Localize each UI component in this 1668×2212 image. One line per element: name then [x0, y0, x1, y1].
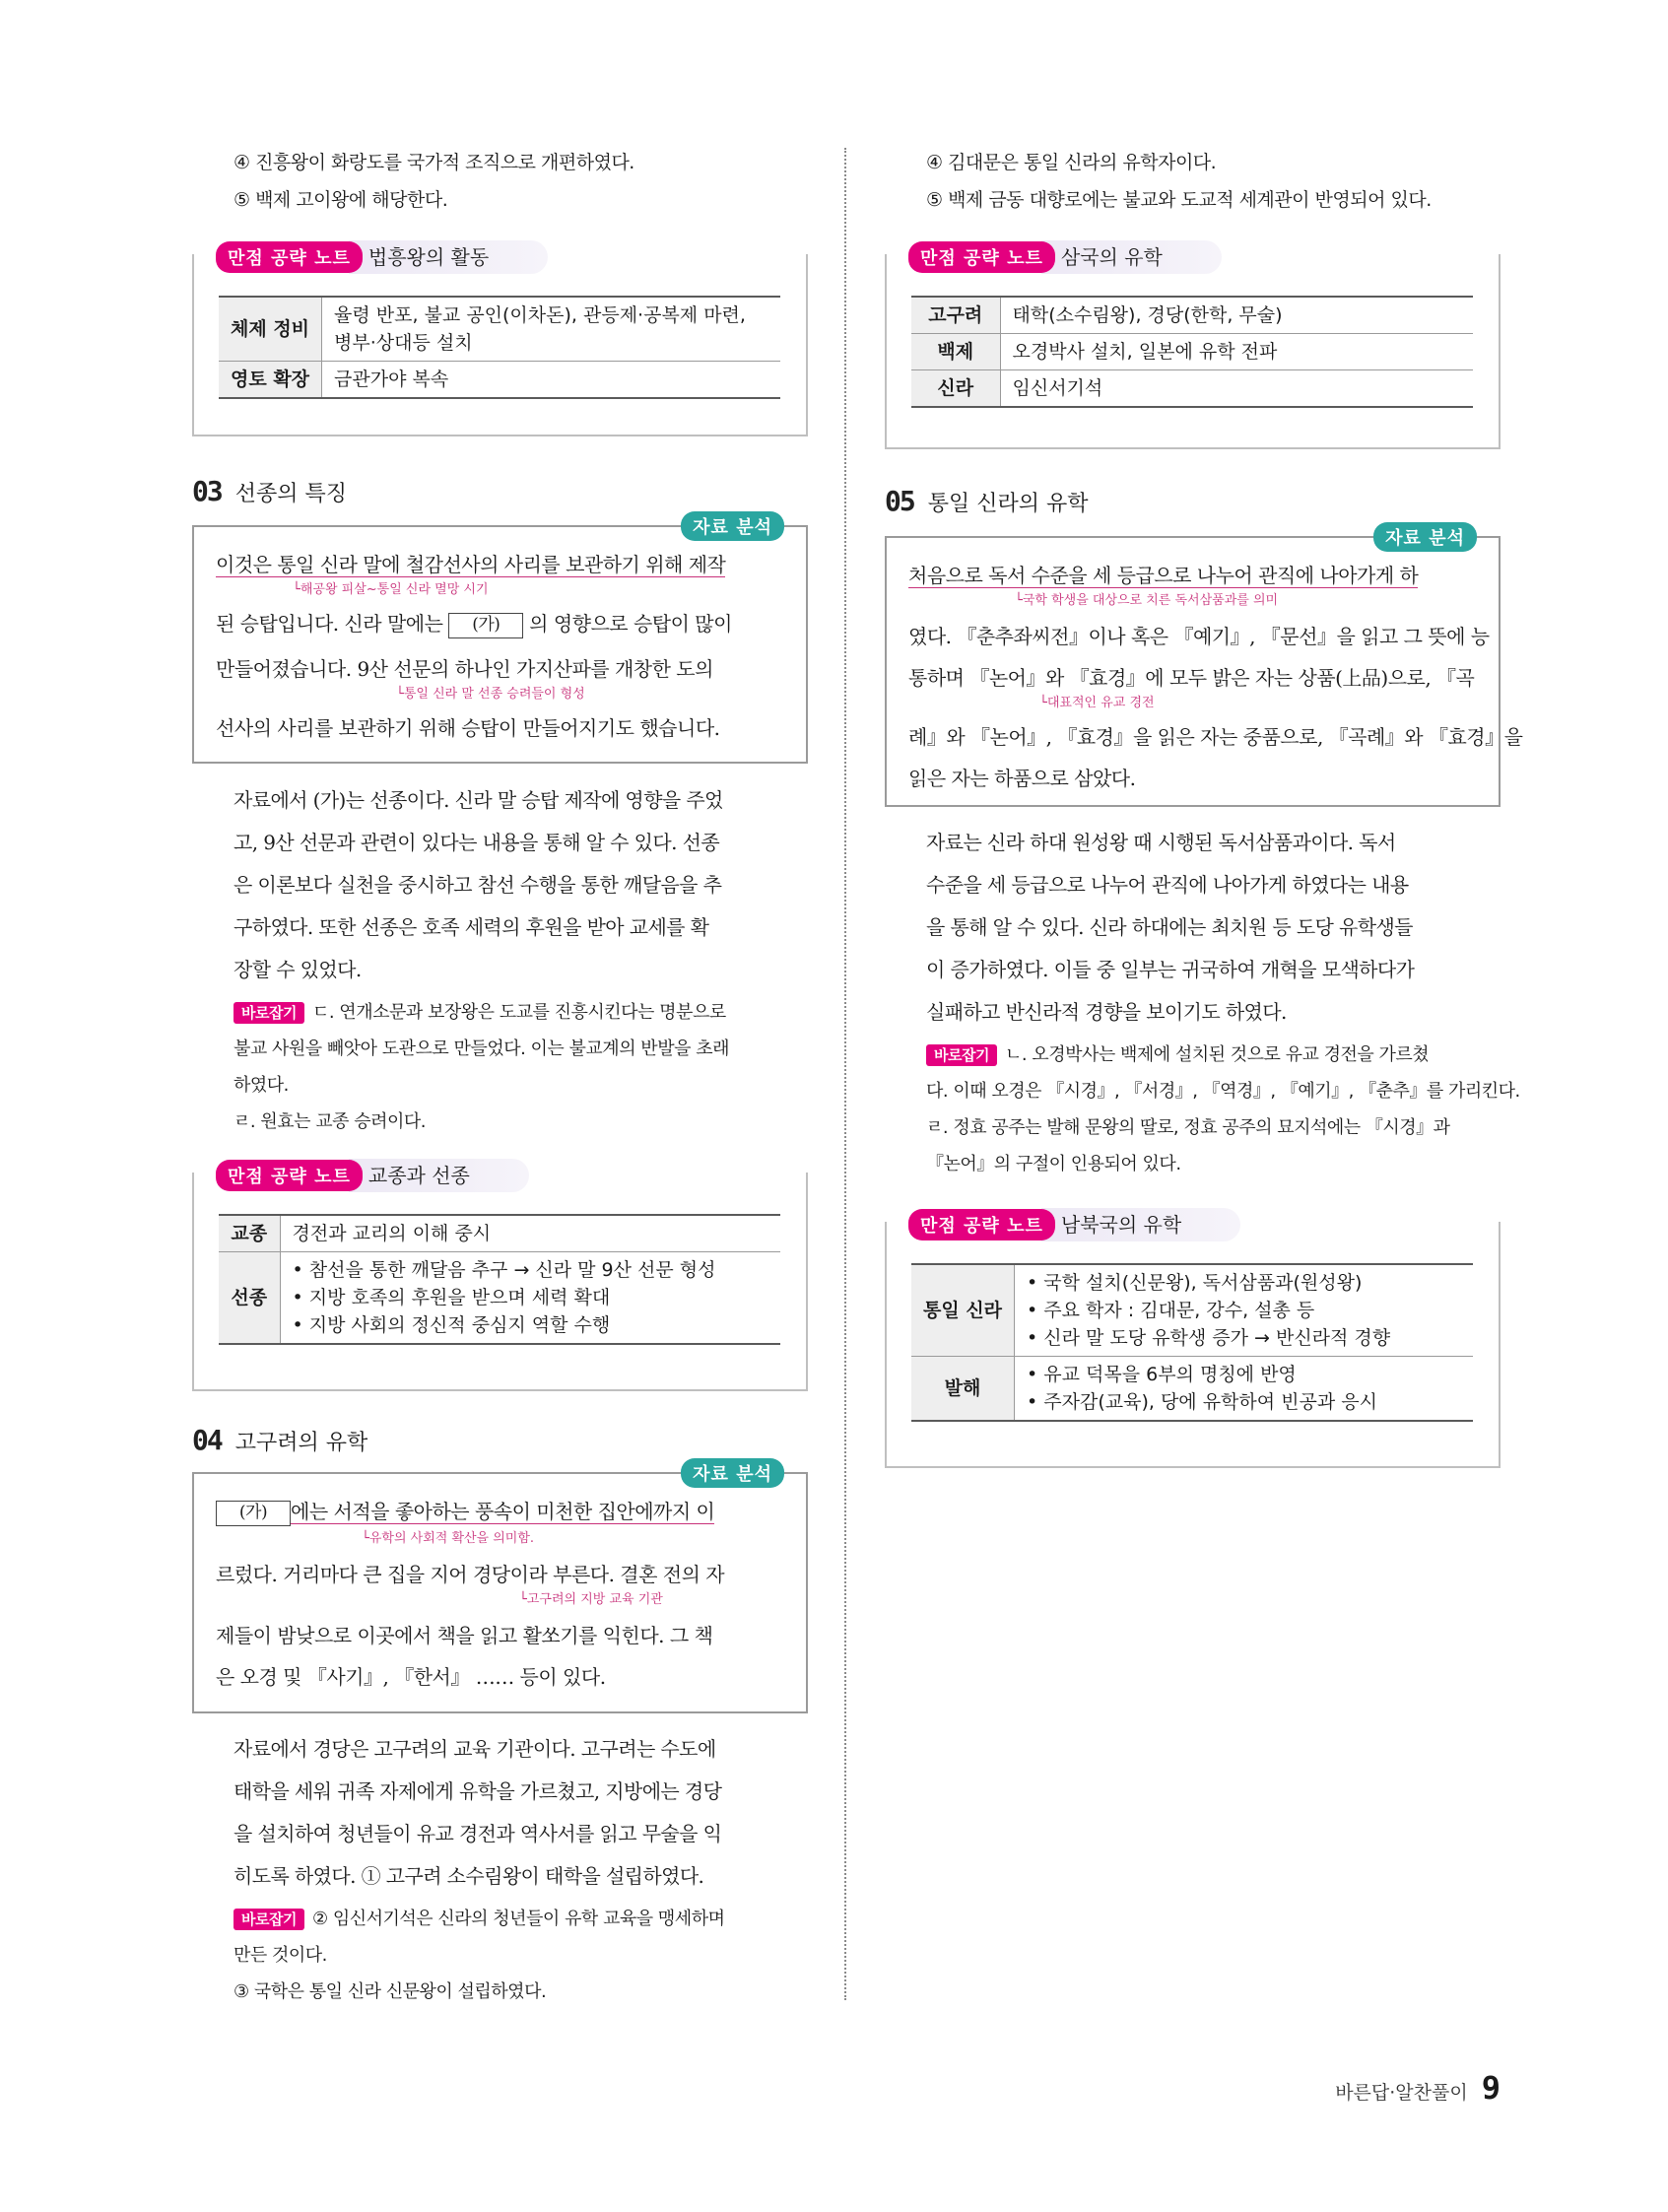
row-head: 발해 — [911, 1357, 1015, 1422]
left-top-line-4: ④ 진흥왕이 화랑도를 국가적 조직으로 개편하였다. — [234, 152, 634, 173]
data-line: 통하며 『논어』와 『효경』에 모두 밝은 자는 상품(上品)으로, 『곡 — [908, 666, 1475, 690]
cell-line: • 주자감(교육), 당에 유학하여 빈공과 응시 — [1027, 1391, 1377, 1413]
note-gyo-seon — [192, 1164, 808, 1391]
row-cell: 태학(소수림왕), 경당(한학, 무술) — [1000, 297, 1473, 334]
correction-line: 불교 사원을 빼앗아 도관으로 만들었다. 이는 불교계의 반발을 초래 — [234, 1039, 729, 1059]
cell-line: • 주요 학자 : 김대문, 강수, 설총 등 — [1027, 1300, 1315, 1321]
row-cell — [280, 1252, 780, 1345]
note-tag: 만점 공략 노트 — [908, 241, 1055, 273]
row-head: 통일 신라 — [911, 1264, 1015, 1357]
row-head: 신라 — [911, 370, 1000, 408]
row-head: 교종 — [219, 1215, 280, 1252]
row-cell: 금관가야 복속 — [322, 362, 780, 399]
correction-tag: 바로잡기 — [234, 1909, 304, 1930]
data-line — [216, 549, 725, 577]
row-cell — [1015, 1357, 1473, 1422]
data-line — [908, 560, 1418, 588]
correction-line: ㄹ. 정효 공주는 발해 문왕의 딸로, 정효 공주의 묘지석에는 『시경』과 — [926, 1117, 1450, 1138]
paragraph-line: 자료에서 경당은 고구려의 교육 기관이다. 고구려는 수도에 — [234, 1737, 716, 1761]
data-analysis-tag: 자료 분석 — [681, 511, 784, 541]
data-line: 만들어졌습니다. 9산 선문의 하나인 가지산파를 개창한 도의 — [216, 657, 713, 681]
paragraph-line: 장할 수 있었다. — [234, 958, 362, 981]
note-table — [219, 1214, 780, 1345]
section-03-header — [192, 475, 347, 507]
table-row — [911, 1264, 1473, 1357]
right-top-line-5: ⑤ 백제 금동 대향로에는 불교와 도교적 세계관이 반영되어 있다. — [926, 189, 1432, 211]
paragraph-line: 태학을 세워 귀족 자제에게 유학을 가르쳤고, 지방에는 경당 — [234, 1779, 722, 1803]
table-row — [219, 1252, 780, 1345]
row-cell: 임신서기석 — [1000, 370, 1473, 408]
section-04-header — [192, 1424, 367, 1456]
cell-line: 병부·상대등 설치 — [334, 332, 473, 354]
data-line: 은 오경 및 『사기』, 『한서』 …… 등이 있다. — [216, 1665, 606, 1689]
note-title: 남북국의 유학 — [1041, 1208, 1240, 1241]
data-text: 에는 서적을 좋아하는 풍속이 미천한 집안에까지 이 — [291, 1500, 715, 1523]
cell-line: • 국학 설치(신문왕), 독서삼품과(원성왕) — [1027, 1272, 1363, 1294]
data-text: 이것은 통일 신라 말에 철감선사의 사리를 보관하기 위해 제작 — [216, 553, 726, 576]
data-line: 였다. 『춘추좌씨전』이나 혹은 『예기』, 『문선』을 읽고 그 뜻에 능 — [908, 625, 1490, 648]
row-cell: 오경박사 설치, 일본에 유학 전파 — [1000, 334, 1473, 370]
annotation: └유학의 사회적 확산을 의미함. — [362, 1531, 535, 1546]
data-line — [216, 608, 732, 638]
note-nambukguk — [885, 1213, 1501, 1468]
annotation: └국학 학생을 대상으로 치른 독서삼품과를 의미 — [1015, 593, 1279, 608]
paragraph-line: 히도록 하였다. ① 고구려 소수림왕이 태학을 설립하였다. — [234, 1864, 704, 1888]
correction-tag: 바로잡기 — [234, 1002, 304, 1024]
note-tag: 만점 공략 노트 — [216, 1160, 363, 1191]
row-cell — [322, 297, 780, 362]
blank-box: (가) — [448, 613, 523, 638]
left-top-line-5: ⑤ 백제 고이왕에 해당한다. — [234, 189, 448, 211]
note-tag: 만점 공략 노트 — [216, 241, 363, 273]
note-header — [216, 1159, 529, 1192]
row-cell — [1015, 1264, 1473, 1357]
note-title: 삼국의 유학 — [1041, 240, 1222, 274]
row-head: 영토 확장 — [219, 362, 322, 399]
data-analysis-tag: 자료 분석 — [681, 1458, 784, 1488]
section-number: 04 — [192, 1424, 222, 1456]
footer-label: 바른답·알찬풀이 — [1335, 2082, 1468, 2104]
note-table — [911, 1263, 1473, 1422]
section-number: 03 — [192, 475, 222, 507]
paragraph-line: 실패하고 반신라적 경향을 보이기도 하였다. — [926, 1000, 1287, 1024]
right-top-line-4: ④ 김대문은 통일 신라의 유학자이다. — [926, 152, 1217, 173]
paragraph-line: 이 증가하였다. 이들 중 일부는 귀국하여 개혁을 모색하다가 — [926, 958, 1415, 981]
cell-line: • 지방 사회의 정신적 중심지 역할 수행 — [292, 1314, 611, 1336]
annotation: └대표적인 유교 경전 — [1039, 696, 1155, 710]
correction-line: 하였다. — [234, 1075, 289, 1096]
note-beopheung — [192, 245, 808, 436]
note-table — [911, 296, 1473, 408]
paragraph-line: 자료는 신라 하대 원성왕 때 시행된 독서삼품과이다. 독서 — [926, 831, 1396, 854]
correction-line — [926, 1042, 1429, 1068]
cell-line: • 신라 말 도당 유학생 증가 → 반신라적 경향 — [1027, 1327, 1391, 1349]
correction-line: 다. 이때 오경은 『시경』, 『서경』, 『역경』, 『예기』, 『춘추』를 가리킨다. — [926, 1081, 1520, 1102]
paragraph-line: 고, 9산 선문과 관련이 있다는 내용을 통해 알 수 있다. 선종 — [234, 831, 720, 854]
paragraph-line: 을 통해 알 수 있다. 신라 하대에는 최치원 등 도당 유학생들 — [926, 915, 1413, 939]
correction-line: 『논어』의 구절이 인용되어 있다. — [926, 1154, 1181, 1174]
cell-line: • 지방 호족의 후원을 받으며 세력 확대 — [292, 1287, 611, 1308]
correction-tag: 바로잡기 — [926, 1044, 997, 1066]
section-05-header — [885, 485, 1088, 517]
section-title: 통일 신라의 유학 — [927, 492, 1089, 516]
correction-line — [234, 1907, 724, 1932]
paragraph-line: 을 설치하여 청년들이 유교 경전과 역사서를 읽고 무술을 익 — [234, 1822, 722, 1845]
paragraph-line: 은 이론보다 실천을 중시하고 참선 수행을 통한 깨달음을 추 — [234, 873, 722, 897]
table-row — [219, 1215, 780, 1252]
correction-text: ㄴ. 오경박사는 백제에 설치된 것으로 유교 경전을 가르쳤 — [1004, 1044, 1430, 1065]
correction-line: 만든 것이다. — [234, 1945, 327, 1966]
data-text: 처음으로 독서 수준을 세 등급으로 나누어 관직에 나아가게 하 — [908, 564, 1419, 587]
paragraph-line: 구하였다. 또한 선종은 호족 세력의 후원을 받아 교세를 확 — [234, 915, 709, 939]
page-number: 9 — [1481, 2069, 1501, 2107]
data-line: 례』와 『논어』, 『효경』을 읽은 자는 중품으로, 『곡례』와 『효경』을 — [908, 725, 1523, 749]
note-tag: 만점 공략 노트 — [908, 1209, 1055, 1240]
data-box-05 — [885, 528, 1523, 807]
data-analysis-tag: 자료 분석 — [1373, 522, 1477, 552]
table-row — [219, 297, 780, 362]
data-line: 선사의 사리를 보관하기 위해 승탑이 만들어지기도 했습니다. — [216, 716, 720, 740]
note-samguk — [885, 245, 1501, 449]
correction-line: ③ 국학은 통일 신라 신문왕이 설립하였다. — [234, 1981, 547, 2002]
paragraph-line: 자료에서 (가)는 선종이다. 신라 말 승탑 제작에 영향을 주었 — [234, 788, 723, 812]
annotation: └해공왕 피살~통일 신라 멸망 시기 — [293, 582, 489, 597]
data-text: 된 승탑입니다. 신라 말에는 — [216, 612, 443, 636]
note-header — [216, 240, 548, 274]
table-row — [219, 362, 780, 399]
data-text: 의 영향으로 승탑이 많이 — [529, 612, 732, 636]
note-header — [908, 240, 1222, 274]
column-divider — [844, 148, 846, 2000]
blank-box: (가) — [216, 1501, 291, 1526]
note-title: 법흥왕의 활동 — [349, 240, 548, 274]
table-row — [911, 297, 1473, 334]
section-title: 선종의 특징 — [234, 482, 347, 506]
annotation: └고구려의 지방 교육 기관 — [519, 1592, 663, 1607]
row-head: 선종 — [219, 1252, 280, 1345]
row-head: 백제 — [911, 334, 1000, 370]
note-header — [908, 1208, 1240, 1241]
section-title: 고구려의 유학 — [234, 1431, 368, 1455]
cell-line: 율령 반포, 불교 공인(이차돈), 관등제·공복제 마련, — [334, 304, 746, 326]
data-line: 읽은 자는 하품으로 삼았다. — [908, 767, 1136, 790]
correction-text: ② 임신서기석은 신라의 청년들이 유학 교육을 맹세하며 — [311, 1909, 725, 1929]
note-table — [219, 296, 780, 399]
table-row — [911, 334, 1473, 370]
correction-line: ㄹ. 원효는 교종 승려이다. — [234, 1111, 426, 1132]
data-line: 르렀다. 거리마다 큰 집을 지어 경당이라 부른다. 결혼 전의 자 — [216, 1563, 725, 1586]
paragraph-line: 수준을 세 등급으로 나누어 관직에 나아가게 하였다는 내용 — [926, 873, 1409, 897]
correction-line — [234, 1000, 726, 1026]
row-head: 체제 정비 — [219, 297, 322, 362]
data-line — [216, 1496, 714, 1526]
data-box-04 — [192, 1464, 808, 1713]
data-line: 제들이 밤낮으로 이곳에서 책을 읽고 활쏘기를 익힌다. 그 책 — [216, 1624, 713, 1647]
table-row — [911, 370, 1473, 408]
annotation: └통일 신라 말 선종 승려들이 형성 — [396, 687, 585, 702]
section-number: 05 — [885, 485, 914, 517]
page-footer — [1335, 2069, 1501, 2107]
correction-text: ㄷ. 연개소문과 보장왕은 도교를 진흥시킨다는 명분으로 — [311, 1002, 726, 1023]
cell-line: • 참선을 통한 깨달음 추구 → 신라 말 9산 선문 형성 — [292, 1259, 716, 1281]
row-cell: 경전과 교리의 이해 중시 — [280, 1215, 780, 1252]
cell-line: • 유교 덕목을 6부의 명칭에 반영 — [1027, 1364, 1297, 1385]
data-box-03 — [192, 517, 808, 764]
table-row — [911, 1357, 1473, 1422]
row-head: 고구려 — [911, 297, 1000, 334]
note-title: 교종과 선종 — [349, 1159, 529, 1192]
